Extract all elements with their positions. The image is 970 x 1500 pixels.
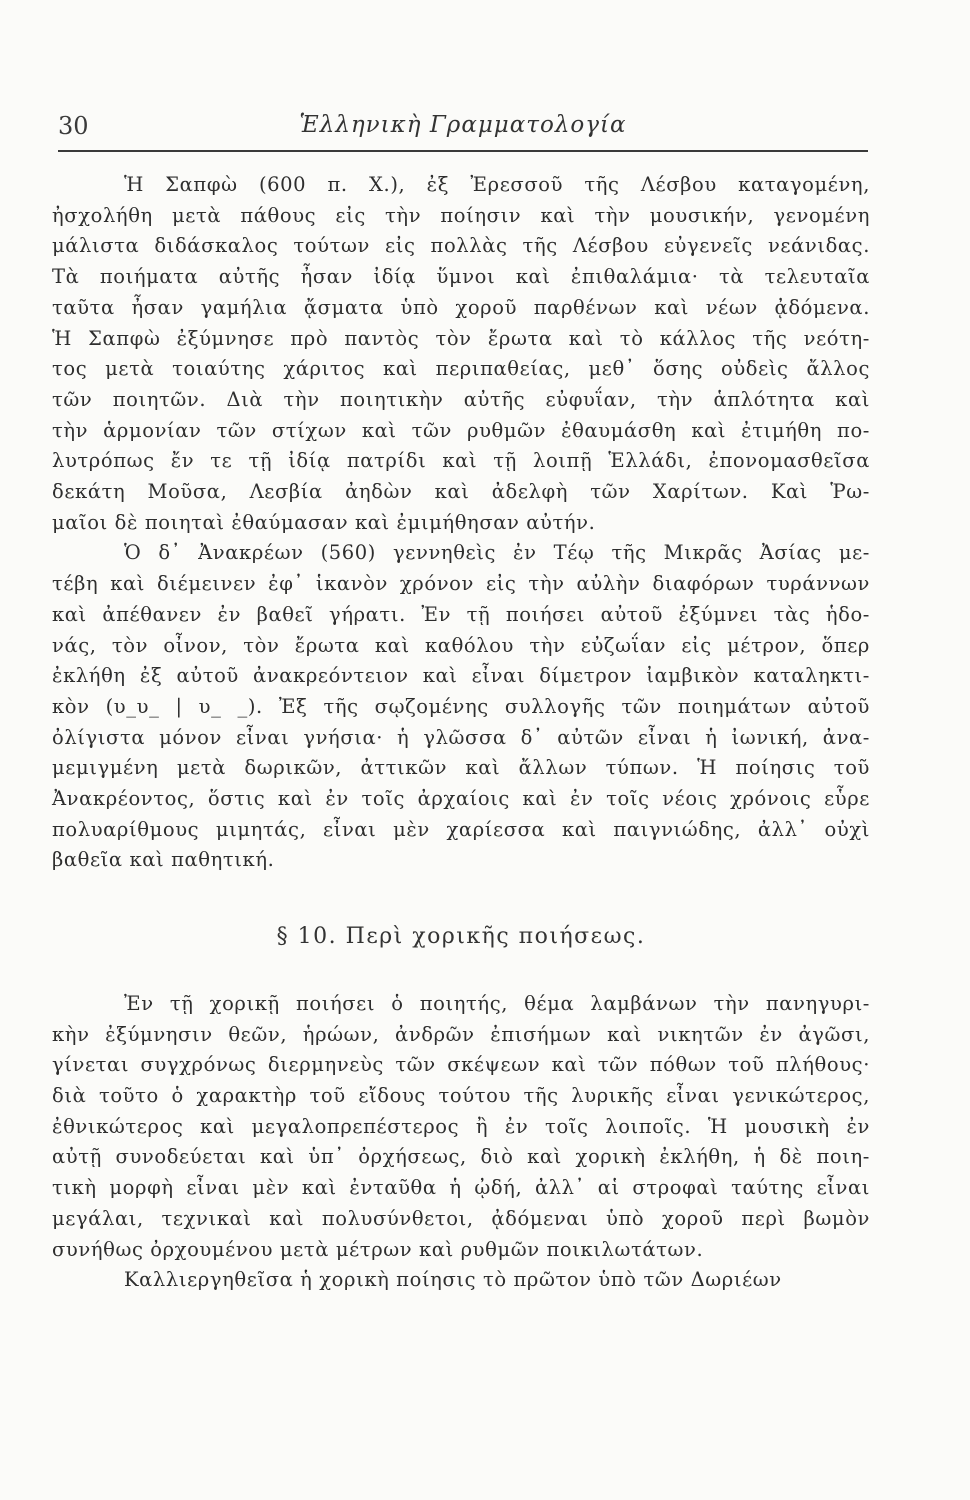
text-line: τὴν ἁρμονίαν τῶν στίχων καὶ τῶν ρυθμῶν ἐθαυμάσθη καὶ ἐτιμήθη πο-: [52, 418, 870, 442]
text-line: κὴν ἐξύμνησιν θεῶν, ἡρώων, ἀνδρῶν ἐπισήμων καὶ νικητῶν ἐν ἀγῶσι,: [52, 1022, 870, 1046]
text-line: Τὰ ποιήματα αὐτῆς ἦσαν ἰδίᾳ ὕμνοι καὶ ἐπιθαλάμια· τὰ τελευταῖα: [52, 265, 870, 289]
paragraph-choral-poetry: [52, 989, 870, 1265]
text-line: αὐτῇ συνοδεύεται καὶ ὑπ᾽ ὀρχήσεως, διὸ καὶ χορικὴ ἐκλήθη, ἡ δὲ ποιη-: [52, 1145, 870, 1169]
page-header: [58, 112, 868, 148]
text-line: λυτρόπως ἔν τε τῇ ἰδίᾳ πατρίδι καὶ τῇ λοιπῇ Ἑλλάδι, ἐπονομασθεῖσα: [52, 449, 870, 473]
text-line: καὶ ἀπέθανεν ἐν βαθεῖ γήρατι. Ἐν τῇ ποιήσει αὐτοῦ ἐξύμνει τὰς ἡδο-: [52, 602, 870, 626]
text-line: γίνεται συγχρόνως διερμηνεὺς τῶν σκέψεων καὶ τῶν πόθων τοῦ πλήθους·: [52, 1053, 870, 1077]
paragraph-anacreon: [52, 538, 870, 876]
body-text: [52, 170, 870, 1296]
text-line: διὰ τοῦτο ὁ χαρακτὴρ τοῦ εἴδους τούτου τῆς λυρικῆς εἶναι γενικώτερος,: [52, 1083, 870, 1107]
text-line: Ἡ Σαπφὼ (600 π. Χ.), ἐξ Ἐρεσσοῦ τῆς Λέσβου καταγομένη,: [124, 173, 870, 196]
text-line: ἠσχολήθη μετὰ πάθους εἰς τὴν ποίησιν καὶ τὴν μουσικήν, γενομένη: [52, 203, 870, 227]
text-line: νάς, τὸν οἶνον, τὸν ἔρωτα καὶ καθόλου τὴν εὐζωΐαν εἰς μέτρον, ὅπερ: [52, 633, 870, 657]
section-heading: § 10. Περὶ χορικῆς ποιήσεως.: [276, 924, 646, 950]
text-line: Ἀνακρέοντος, ὅστις καὶ ἐν τοῖς ἀρχαίοις καὶ ἐν τοῖς νέοις χρόνοις εὗρε: [52, 787, 870, 811]
text-line: δεκάτη Μοῦσα, Λεσβία ἀηδὼν καὶ ἀδελφὴ τῶν Χαρίτων. Καὶ Ῥω-: [52, 480, 870, 504]
text-line: μεγάλαι, τεχνικαὶ καὶ πολυσύνθετοι, ᾀδόμεναι ὑπὸ χοροῦ περὶ βωμὸν: [52, 1206, 870, 1230]
text-line: μεμιγμένη μετὰ δωρικῶν, ἀττικῶν καὶ ἄλλων τύπων. Ἡ ποίησις τοῦ: [52, 756, 870, 780]
header-rule: [58, 150, 868, 152]
text-line: μάλιστα διδάσκαλος τούτων εἰς πολλὰς τῆς Λέσβου εὐγενεῖς νεάνιδας.: [52, 234, 870, 258]
paragraph-sappho: [52, 170, 870, 538]
text-line: βαθεῖα καὶ παθητική.: [52, 848, 275, 872]
text-line: μαῖοι δὲ ποιηταὶ ἐθαύμασαν καὶ ἐμιμήθησαν αὐτήν.: [52, 510, 596, 534]
text-line: τος μετὰ τοιαύτης χάριτος καὶ περιπαθείας, μεθ᾽ ὅσης οὐδεὶς ἄλλος: [52, 357, 870, 381]
text-line: κὸν (υ_υ_ | υ_ _). Ἐξ τῆς σῳζομένης συλλογῆς τῶν ποιημάτων αὐτοῦ: [52, 694, 870, 718]
text-line: Ἐν τῇ χορικῇ ποιήσει ὁ ποιητής, θέμα λαμβάνων τὴν πανηγυρι-: [124, 991, 870, 1015]
text-line: ὀλίγιστα μόνον εἶναι γνήσια· ἡ γλῶσσα δ᾽ αὐτῶν εἶναι ἡ ἰωνική, ἀνα-: [52, 725, 870, 749]
text-line: Καλλιεργηθεῖσα ἡ χορικὴ ποίησις τὸ πρῶτον ὑπὸ τῶν Δωριέων: [124, 1268, 782, 1292]
text-line: τῶν ποιητῶν. Διὰ τὴν ποιητικὴν αὐτῆς εὐφυΐαν, τὴν ἁπλότητα καὶ: [52, 387, 870, 411]
paragraph-choral-continuation: [52, 1265, 870, 1296]
text-line: τικὴ μορφὴ εἶναι μὲν καὶ ἐνταῦθα ἡ ᾠδή, ἀλλ᾽ αἱ στροφαὶ ταύτης εἶναι: [52, 1176, 870, 1200]
text-line: πολυαρίθμους μιμητάς, εἶναι μὲν χαρίεσσα καὶ παιγνιώδης, ἀλλ᾽ οὐχὶ: [52, 817, 870, 841]
text-line: ἐθνικώτερος καὶ μεγαλοπρεπέστερος ἢ ἐν τοῖς λοιποῖς. Ἡ μουσικὴ ἐν: [52, 1114, 870, 1138]
running-title: Ἑλληνικὴ Γραμματολογία: [299, 112, 627, 138]
text-line: ἐκλήθη ἐξ αὐτοῦ ἀνακρεόντειον καὶ εἶναι δίμετρον ἰαμβικὸν καταληκτι-: [52, 664, 870, 688]
text-line: ταῦτα ἦσαν γαμήλια ᾄσματα ὑπὸ χοροῦ παρθένων καὶ νέων ᾀδόμενα.: [52, 295, 870, 319]
text-line: τέβη καὶ διέμεινεν ἐφ᾽ ἱκανὸν χρόνον εἰς τὴν αὐλὴν διαφόρων τυράννων: [52, 572, 870, 596]
text-line: συνήθως ὀρχουμένου μετὰ μέτρων καὶ ρυθμῶν ποικιλωτάτων.: [52, 1237, 704, 1261]
page-number: 30: [58, 112, 89, 140]
text-line: Ὁ δ᾽ Ἀνακρέων (560) γεννηθεὶς ἐν Τέῳ τῆς Μικρᾶς Ἀσίας με-: [124, 541, 870, 565]
text-line: Ἡ Σαπφὼ ἐξύμνησε πρὸ παντὸς τὸν ἔρωτα καὶ τὸ κάλλος τῆς νεότη-: [52, 326, 870, 350]
